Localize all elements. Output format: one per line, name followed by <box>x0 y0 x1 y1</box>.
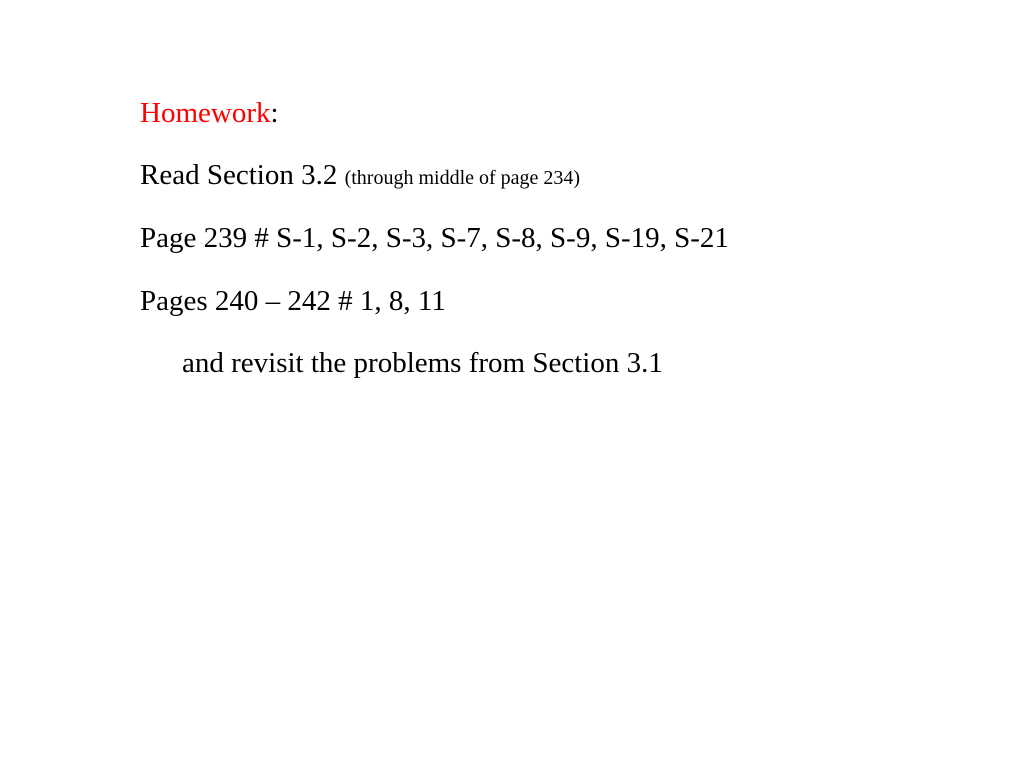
homework-colon: : <box>270 97 279 129</box>
reading-note: (through middle of page 234) <box>344 167 581 189</box>
problem-line-1: Page 239 # S-1, S-2, S-3, S-7, S-8, S-9, S-19, S-21 <box>140 222 729 254</box>
problem-line-2: Pages 240 – 242 # 1, 8, 11 <box>140 285 446 317</box>
homework-title: Homework <box>140 97 271 129</box>
homework-heading <box>140 96 279 130</box>
revisit-instruction: and revisit the problems from Section 3.1 <box>182 347 663 379</box>
reading-main-text: Read Section 3.2 <box>140 159 345 191</box>
reading-assignment <box>140 158 580 195</box>
